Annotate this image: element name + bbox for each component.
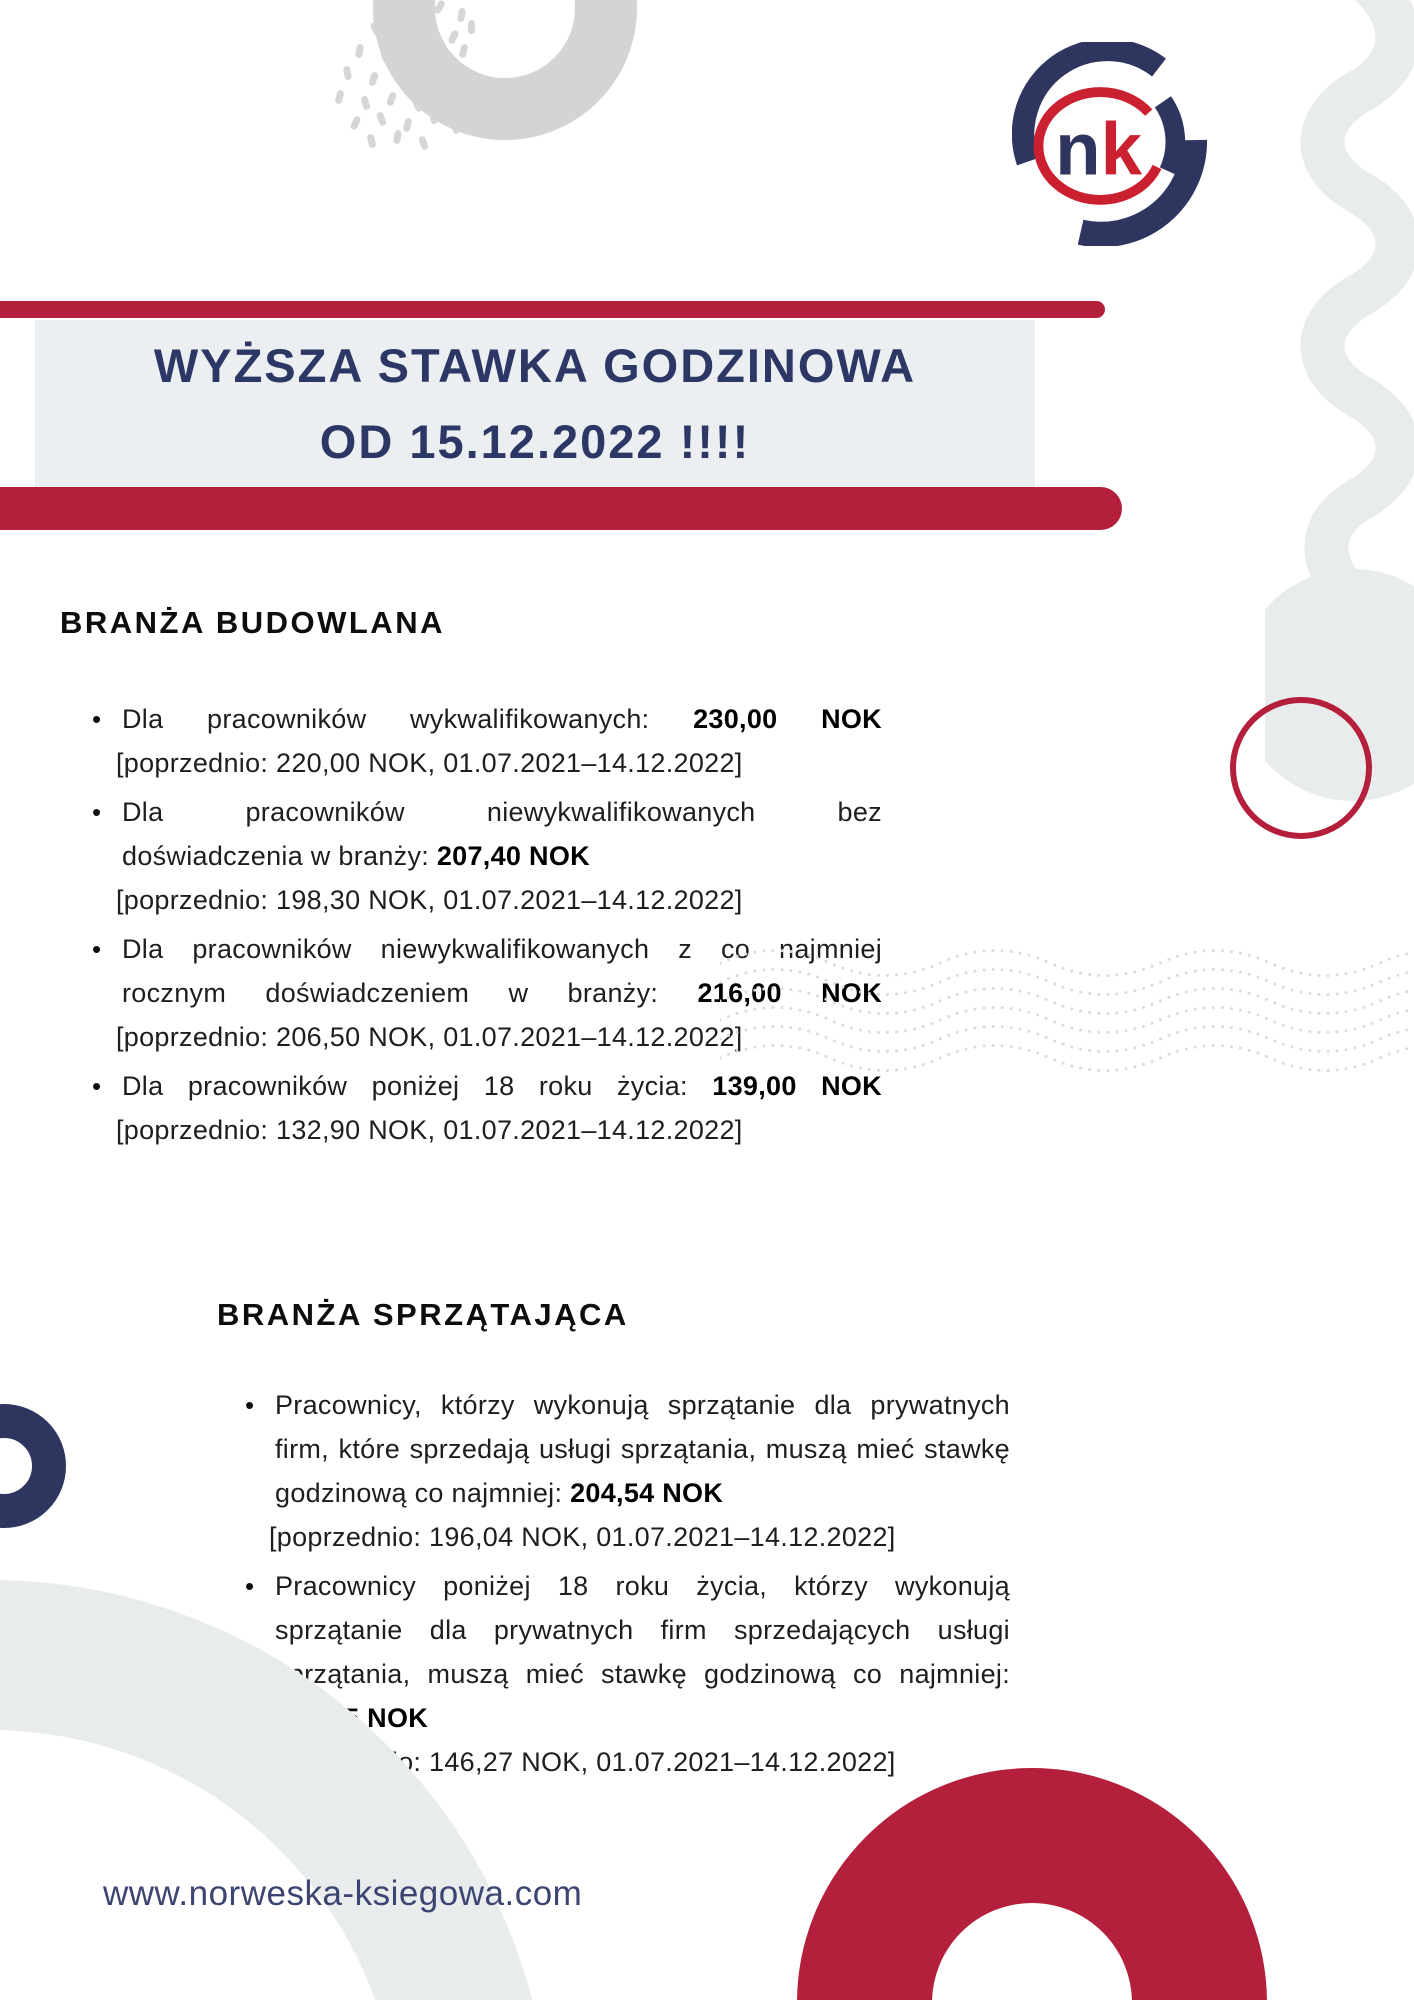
dotted-wave-decoration [720,945,1414,1085]
confetti-dash [343,65,352,80]
bullet-note: [poprzednio: 206,50 NOK, 01.07.2021–14.12.2022] [116,1022,743,1052]
confetti-dash [334,89,344,104]
bullet-note: [poprzednio: 220,00 NOK, 01.07.2021–14.12.2022] [116,748,743,778]
bullet-note: [poprzednio: 132,90 NOK, 01.07.2021–14.12.2022] [116,1115,743,1145]
navy-half-donut-decoration [0,1404,66,1528]
bullet-line: 153,55 NOK [275,1703,429,1733]
bullet-marker: • [245,1390,255,1420]
bullet-line: Dla pracowników niewykwalifikowanych bez [122,797,882,827]
confetti-dash [418,135,429,151]
bullet-line: sprzątanie dla prywatnych firm sprzedających usługi [275,1615,1010,1645]
bullet-note: [poprzednio: 146,27 NOK, 01.07.2021–14.12.2022] [269,1747,896,1777]
gray-donut-decoration [373,0,637,140]
confetti-dash [402,117,412,132]
bullet-line: rocznym doświadczeniem w branży: 216,00 NOK [122,978,882,1008]
confetti-dash [366,133,376,148]
bullet-marker: • [92,934,102,964]
squiggle-decoration [1265,0,1414,815]
bullet-marker: • [245,1571,255,1601]
bullet-line: doświadczenia w branży: 207,40 NOK [122,841,590,871]
bullet-line: Dla pracowników niewykwalifikowanych z co najmniej [122,934,882,964]
confetti-dash [393,129,402,144]
nk-logo [1012,42,1208,246]
confetti-dash [360,95,370,110]
bullet-line: sprzątania, muszą mieć stawkę godzinową co najmniej: [275,1659,1010,1689]
confetti-dash [376,111,387,127]
page-title-line1: WYŻSZA STAWKA GODZINOWA [153,339,917,392]
bullet-line: Dla pracowników poniżej 18 roku życia: 139,00 NOK [122,1071,882,1101]
bullet-note: [poprzednio: 198,30 NOK, 01.07.2021–14.12.2022] [116,885,743,915]
page-title-line2: OD 15.12.2022 !!!! [319,415,751,468]
red-bar-bottom [0,487,1122,530]
red-bar-top [0,301,1105,318]
confetti-dash [355,43,364,58]
section-heading: BRANŻA SPRZĄTAJĄCA [217,1297,629,1332]
bullet-note: [poprzednio: 196,04 NOK, 01.07.2021–14.12.2022] [269,1522,896,1552]
red-donut-decoration [797,1768,1267,2000]
confetti-dash [386,91,397,107]
bullet-line: godzinową co najmniej: 204,54 NOK [275,1478,724,1508]
dotted-wave-line [720,951,1414,976]
bullet-item [92,790,882,922]
bullet-line: Dla pracowników wykwalifikowanych: 230,00 NOK [122,704,882,734]
footer-url[interactable]: www.norweska-ksiegowa.com [103,1874,583,1913]
red-circle-outline-decoration [1230,697,1372,839]
bullet-line: Pracownicy, którzy wykonują sprzątanie dla prywatnych [275,1390,1010,1420]
logo-text: nk [1055,107,1143,191]
confetti-dash [349,115,361,131]
bullet-marker: • [92,1071,102,1101]
bullet-item [245,1383,1010,1559]
logo-arc-right [1163,102,1175,172]
bullet-line: Pracownicy poniżej 18 roku życia, którzy wykonują [275,1571,1010,1601]
bullet-item [92,697,882,785]
title-banner [35,320,1035,487]
section-heading: BRANŻA BUDOWLANA [60,605,445,640]
bullet-marker: • [92,797,102,827]
confetti-dash [368,71,379,87]
bullet-line: firm, które sprzedają usługi sprzątania, muszą mieć stawkę [275,1434,1010,1464]
bullet-marker: • [92,704,102,734]
